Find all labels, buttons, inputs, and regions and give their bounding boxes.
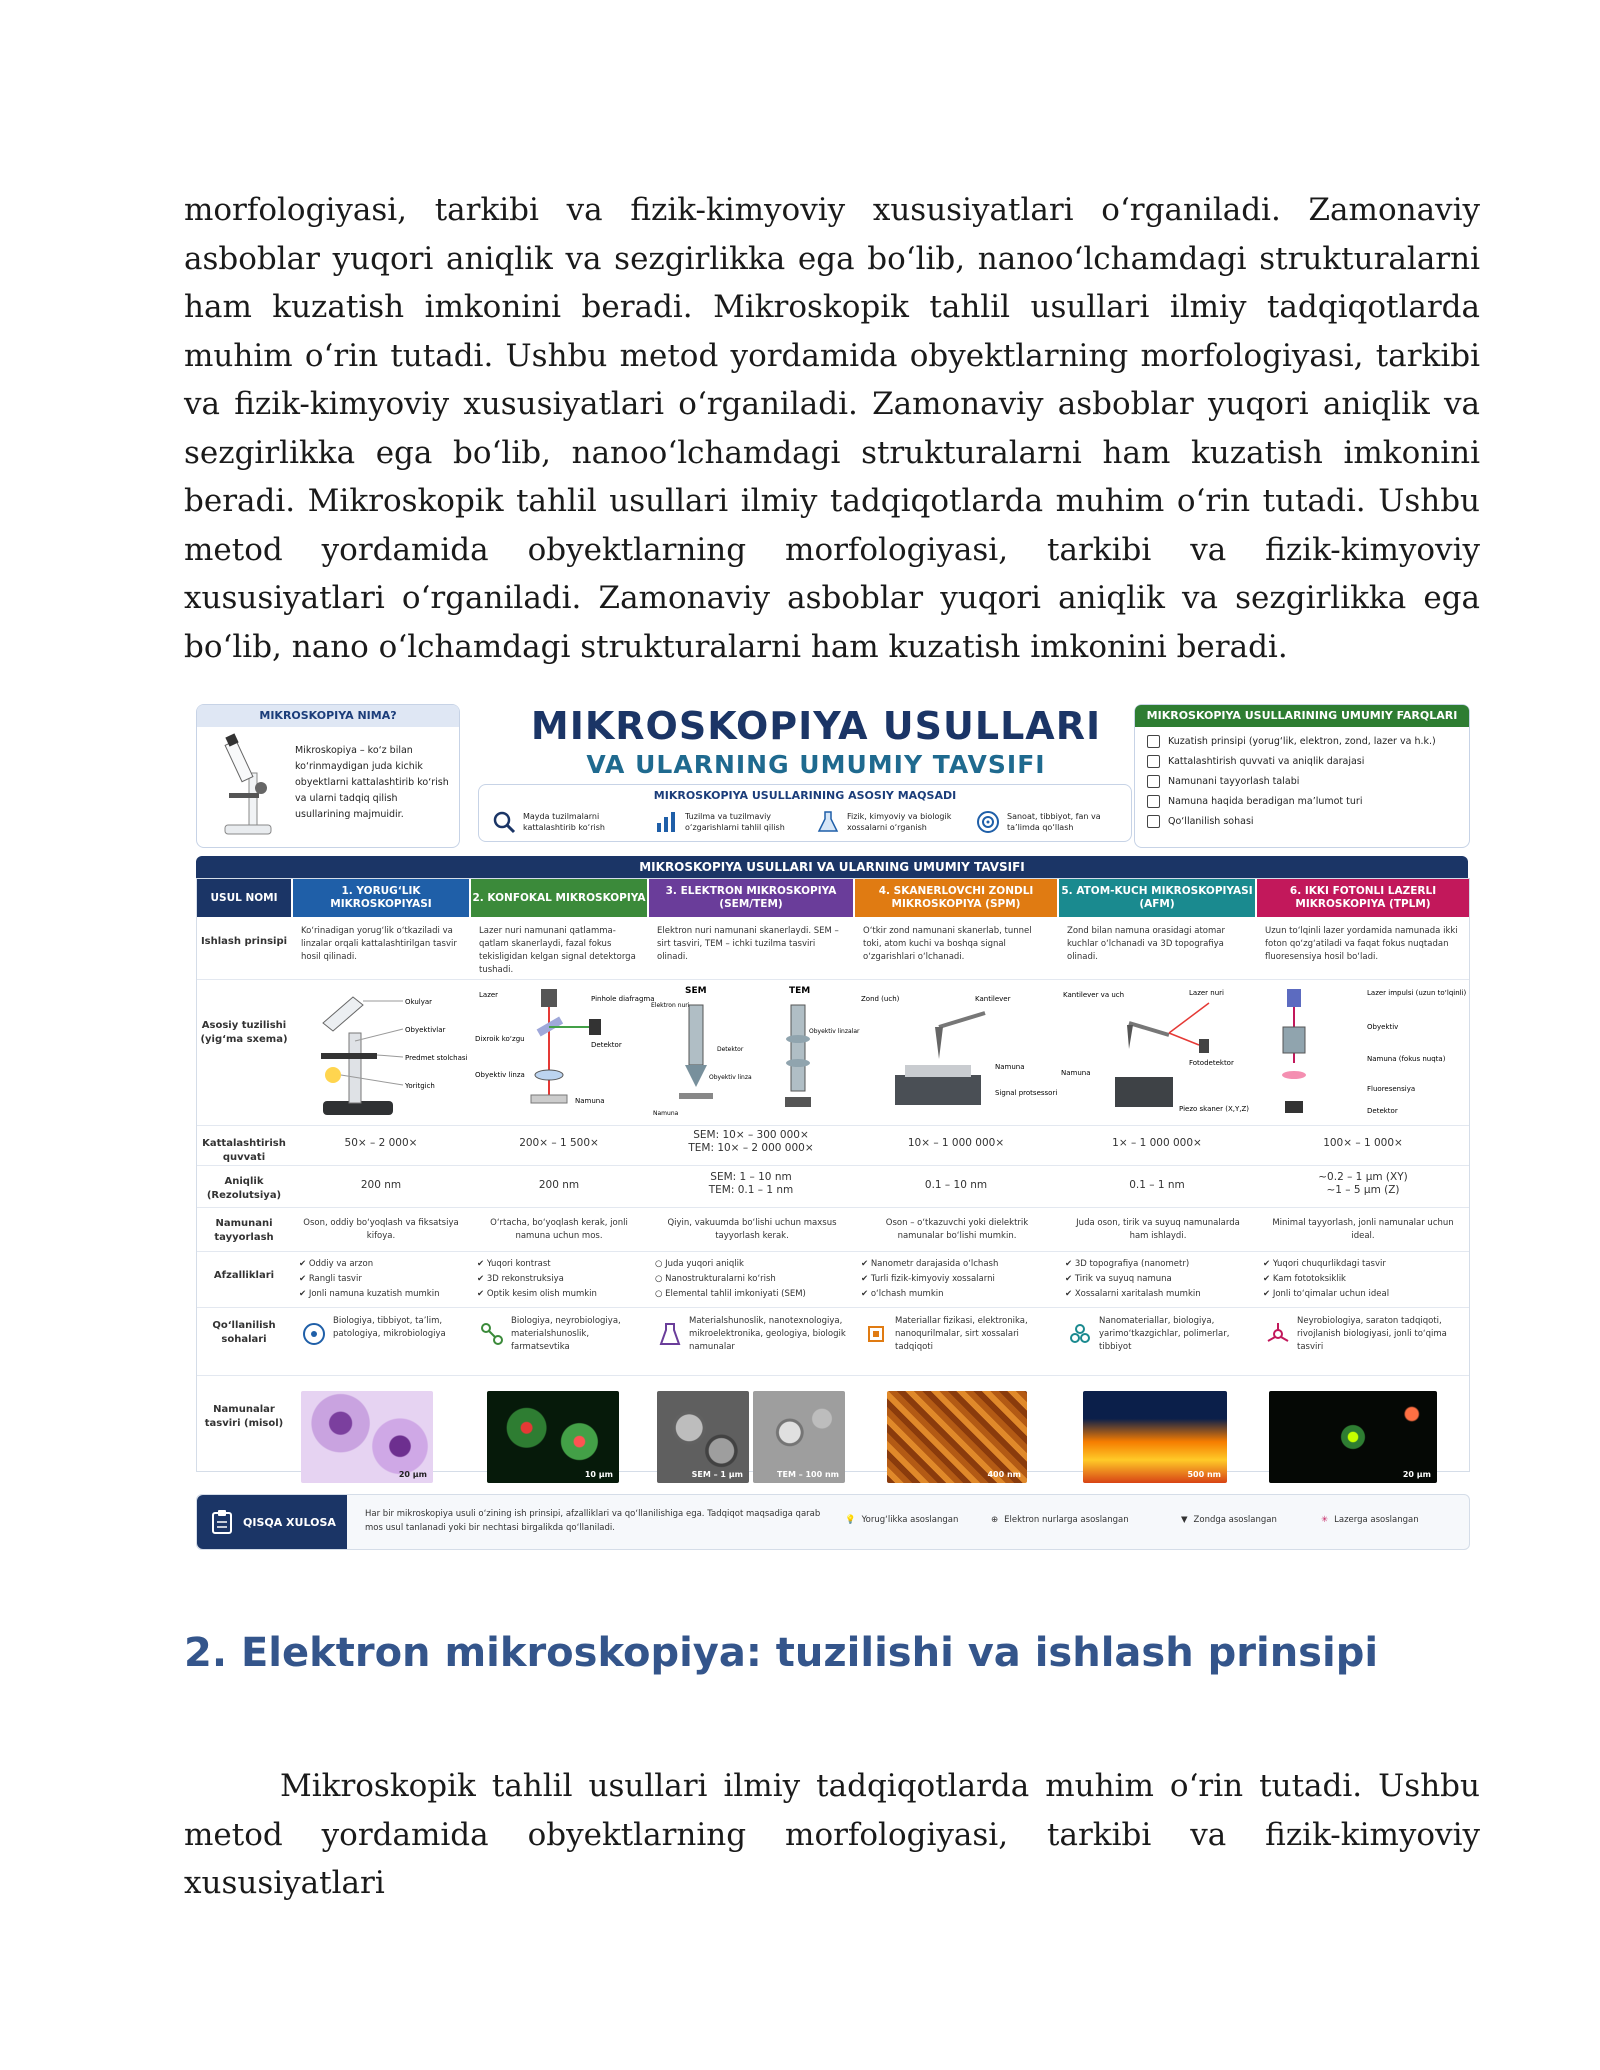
diff-item: Namuna haqida beradigan ma’lumot turi: [1147, 795, 1362, 808]
legend-item: ⊕ Elektron nurlarga asoslangan: [991, 1515, 1129, 1525]
advantages-list: ✔ 3D topografiya (nanometr) ✔ Tirik va suyuq namuna ✔ Xossalarni xaritalash mumkin: [1065, 1259, 1201, 1299]
row-label: Namunani tayyorlash: [214, 1218, 274, 1243]
svg-text:TEM: TEM: [789, 986, 811, 996]
advantages-list: ✔ Oddiy va arzon ✔ Rangli tasvir ✔ Jonli namuna kuzatish mumkin: [299, 1259, 440, 1299]
summary-text: Har bir mikroskopiya usuli o‘zining ish prinsipi, afzalliklari va qo‘llanilishiga ega. Tadqiqot maqsadiga qarab mos usul tanlanadi yoki bir nechtasi birgalikda qo‘llaniladi.: [365, 1509, 821, 1533]
what-text: Mikroskopiya – ko‘z bilan ko‘rinmaydigan juda kichik obyektlarni kattalashtirib ko‘rish va ularni tadqiq qilish usullarining majmuidir.: [295, 745, 449, 820]
molecule-icon: [479, 1321, 505, 1347]
resolution: 200 nm: [538, 1179, 580, 1191]
scale-label: 10 µm: [584, 1470, 613, 1479]
svg-text:Namuna: Namuna: [995, 1063, 1025, 1071]
differences-box: [1134, 704, 1470, 848]
scale-label: 400 nm: [987, 1470, 1021, 1479]
sample-image-afm: [1083, 1391, 1227, 1483]
principle-text: Elektron nuri namunani skanerlaydi. SEM – sirt tasviri, TEM – ichki tuzilma tasviri olinadi.: [657, 926, 839, 962]
sample-prep: Juda oson, tirik va suyuq namunalarda ham ishlaydi.: [1076, 1218, 1240, 1241]
method-header: 3. ELEKTRON MIKROSKOPIYA (SEM/TEM): [649, 879, 853, 917]
usage-text: Materiallar fizikasi, elektronika, nanoqurilmalar, sirt xossalari tadqiqoti: [895, 1316, 1028, 1352]
svg-text:Signal protsessori: Signal protsessori: [995, 1089, 1058, 1097]
electron-icon: ⊕: [991, 1515, 999, 1525]
bulb-icon: [1147, 735, 1160, 748]
bar-chart-icon: [653, 809, 679, 835]
methods-table: [196, 878, 1470, 1479]
row-label: Aniqlik (Rezolutsiya): [206, 1176, 282, 1201]
sample-prep: Oson, oddiy bo‘yoqlash va fiksatsiya kifoya.: [303, 1218, 459, 1241]
resolution: 200 nm: [360, 1179, 402, 1191]
svg-text:Namuna (fokus nuqta): Namuna (fokus nuqta): [1367, 1055, 1446, 1063]
spm-diagram: [855, 983, 1057, 1123]
svg-text:Yoritgich: Yoritgich: [405, 1082, 435, 1090]
diff-item: Qo‘llanilish sohasi: [1147, 815, 1254, 828]
method-header: 6. IKKI FOTONLI LAZERLI MIKROSKOPIYA (TPLM): [1257, 879, 1469, 917]
info-icon: [1147, 795, 1160, 808]
magnification: 50× – 2 000×: [344, 1137, 418, 1149]
svg-text:Fotodetektor: Fotodetektor: [1189, 1059, 1234, 1067]
method-header: 4. SKANERLOVCHI ZONDLI MIKROSKOPIYA (SPM): [855, 879, 1057, 917]
chip-icon: [863, 1321, 889, 1347]
infographic-subtitle: VA ULARNING UMUMIY TAVSIFI: [586, 750, 1046, 779]
legend-item: 💡 Yorug‘likka asoslangan: [845, 1515, 959, 1525]
sample-prep: Qiyin, vakuumda bo‘lishi uchun maxsus tayyorlash kerak.: [667, 1218, 837, 1241]
svg-text:Predmet stolchasi: Predmet stolchasi: [405, 1054, 468, 1062]
microscope-icon: [211, 733, 283, 837]
bulb-icon: 💡: [845, 1515, 856, 1525]
sample-image-sem: [657, 1391, 749, 1483]
magnification: 100× – 1 000×: [1323, 1137, 1403, 1149]
network-icon: [301, 1321, 327, 1347]
svg-text:Namuna: Namuna: [1061, 1069, 1091, 1077]
svg-text:Namuna: Namuna: [653, 1110, 679, 1117]
advantages-list: ✔ Nanometr darajasida o‘lchash ✔ Turli fizik-kimyoviy xossalarni ✔ o‘lchash mumkin: [861, 1259, 999, 1299]
row-header: USUL NOMI: [197, 879, 291, 917]
goal-text: Tuzilma va tuzilmaviy o‘zgarishlarni tahlil qilish: [685, 812, 785, 832]
usage-text: Biologiya, neyrobiologiya, materialshunoslik, farmatsevtika: [511, 1316, 621, 1352]
usage-text: Materialshunoslik, nanotexnologiya, mikroelektronika, geologiya, biologik namunalar: [689, 1316, 846, 1352]
laser-icon: ✳: [1321, 1515, 1329, 1525]
target-icon: [975, 809, 1001, 835]
row-label: Ishlash prinsipi: [200, 936, 288, 947]
sample-prep: O‘rtacha, bo‘yoqlash kerak, jonli namuna uchun mos.: [490, 1218, 628, 1241]
clipboard-icon: [211, 1509, 233, 1535]
summary-label-box: [197, 1495, 347, 1549]
row-label: Namunalar tasviri (misol): [204, 1404, 284, 1429]
sample-image-confocal: [487, 1391, 619, 1483]
differences-title: MIKROSKOPIYA USULLARINING UMUMIY FARQLARI: [1135, 705, 1469, 727]
principle-text: O‘tkir zond namunani skanerlab, tunnel toki, atom kuchi va boshqa signal o‘zgarishlari o‘lchanadi.: [863, 926, 1032, 962]
svg-text:Obyektiv linzalar: Obyektiv linzalar: [809, 1028, 860, 1035]
principle-text: Uzun to‘lqinli lazer yordamida namunada ikki foton qo‘zg‘atiladi va faqat fokus nuqtadan fluoresensiya hosil bo‘ladi.: [1265, 926, 1458, 962]
svg-text:Piezo skaner (X,Y,Z): Piezo skaner (X,Y,Z): [1179, 1105, 1249, 1113]
sample-prep: Oson – o‘tkazuvchi yoki dielektrik namunalar bo‘lishi mumkin.: [885, 1218, 1029, 1241]
microscopy-infographic: [196, 704, 1468, 1554]
svg-text:Detektor: Detektor: [591, 1041, 622, 1049]
svg-text:Detektor: Detektor: [717, 1046, 744, 1053]
tplm-diagram: [1257, 983, 1469, 1123]
sample-image-tplm: [1269, 1391, 1437, 1483]
method-header: 5. ATOM-KUCH MIKROSKOPIYASI (AFM): [1059, 879, 1255, 917]
svg-text:Dixroik ko‘zgu: Dixroik ko‘zgu: [475, 1035, 525, 1043]
method-header: 1. YORUG‘LIK MIKROSKOPIYASI: [293, 879, 469, 917]
diff-item: Kuzatish prinsipi (yorug‘lik, elektron, zond, lazer va h.k.): [1147, 735, 1436, 748]
summary-label: QISQA XULOSA: [243, 1515, 336, 1529]
diff-item: Kattalashtirish quvvati va aniqlik darajasi: [1147, 755, 1364, 768]
principle-text: Ko‘rinadigan yorug‘lik o‘tkaziladi va linzalar orqali kattalashtirilgan tasvir hosil qilinadi.: [301, 926, 457, 962]
advantages-list: ✔ Yuqori kontrast ✔ 3D rekonstruksiya ✔ Optik kesim olish mumkin: [477, 1259, 597, 1299]
goal-item: [815, 807, 965, 837]
svg-text:Kantilever va uch: Kantilever va uch: [1063, 991, 1125, 999]
table-title: MIKROSKOPIYA USULLARI VA ULARNING UMUMIY TAVSIFI: [196, 856, 1468, 878]
usage-text: Nanomateriallar, biologiya, yarimo‘tkazgichlar, polimerlar, tibbiyot: [1099, 1316, 1230, 1352]
resolution: 0.1 – 1 nm: [1129, 1179, 1185, 1191]
svg-text:Obyektiv linza: Obyektiv linza: [475, 1071, 525, 1079]
svg-text:Okulyar: Okulyar: [405, 998, 433, 1006]
svg-text:Namuna: Namuna: [575, 1097, 605, 1105]
method-header: 2. KONFOKAL MIKROSKOPIYA: [471, 879, 647, 917]
afm-diagram: [1059, 983, 1255, 1123]
confocal-diagram: [471, 983, 655, 1123]
scale-label: SEM – 1 µm: [691, 1470, 743, 1479]
row-label: Afzalliklari: [213, 1270, 275, 1281]
resolution: ~0.2 – 1 µm (XY) ~1 – 5 µm (Z): [1318, 1171, 1408, 1196]
lab-icon: [657, 1321, 683, 1347]
diff-item: Namunani tayyorlash talabi: [1147, 775, 1299, 788]
goal-text: Sanoat, tibbiyot, fan va ta’limda qo‘llash: [1007, 812, 1101, 832]
paragraph-bottom: Mikroskopik tahlil usullari ilmiy tadqiqotlarda muhim o‘rin tutadi. Ushbu metod yordamida obyektlarning morfologiyasi, tarkibi va fizik-kimyoviy xususiyatlari: [184, 1768, 1480, 1901]
magnification: 200× – 1 500×: [519, 1137, 599, 1149]
usage-text: Biologiya, tibbiyot, ta’lim, patologiya, mikrobiologiya: [333, 1316, 446, 1339]
principle-text: Zond bilan namuna orasidagi atomar kuchlar o‘lchanadi va 3D topografiya olinadi.: [1067, 926, 1225, 962]
resolution: SEM: 1 – 10 nm TEM: 0.1 – 1 nm: [708, 1171, 794, 1196]
row-label: Qo‘llanilish sohalari: [212, 1320, 276, 1345]
sample-image-light: [301, 1391, 433, 1483]
goal-text: Mayda tuzilmalarni kattalashtirib ko‘rish: [523, 812, 605, 832]
zoom-icon: [1147, 755, 1160, 768]
resolution: 0.1 – 10 nm: [924, 1179, 988, 1191]
scale-label: TEM – 100 nm: [777, 1470, 839, 1479]
row-label: Kattalashtirish quvvati: [202, 1138, 286, 1163]
sample-image-tem: [753, 1391, 845, 1483]
usage-text: Neyrobiologiya, saraton tadqiqoti, rivojlanish biologiyasi, jonli to‘qima tasviri: [1297, 1316, 1447, 1352]
sample-image-spm: [887, 1391, 1027, 1483]
svg-text:Lazer impulsi (uzun to‘lqinli): Lazer impulsi (uzun to‘lqinli): [1367, 989, 1467, 997]
paragraph-top: morfologiyasi, tarkibi va fizik-kimyoviy xususiyatlari o‘rganiladi. Zamonaviy asboblar yuqori aniqlik va sezgirlikka ega bo‘lib, nanoo‘lchamdagi strukturalarni ham kuzatish imkonini beradi. Mikroskopik tahlil usullari ilmiy tadqiqotlarda muhim o‘rin tutadi. Ushbu metod yordamida obyektlarning morfologiyasi, tarkibi va fizik-kimyoviy xususiyatlari o‘rganiladi. Zamonaviy asboblar yuqori aniqlik va sezgirlikka ega bo‘lib, nanoo‘lchamdagi strukturalarni ham kuzatish imkonini beradi. Mikroskopik tahlil usullari ilmiy tadqiqotlarda muhim o‘rin tutadi. Ushbu metod yordamida obyektlarning morfologiyasi, tarkibi va fizik-kimyoviy xususiyatlari o‘rganiladi. Zamonaviy asboblar yuqori aniqlik va sezgirlikka ega bo‘lib, nano o‘lchamdagi strukturalarni ham kuzatish imkonini beradi.: [184, 192, 1480, 665]
atoms-icon: [1067, 1321, 1093, 1347]
goal-text: Fizik, kimyoviy va biologik xossalarni o‘rganish: [847, 812, 952, 832]
goal-item: [975, 807, 1125, 837]
what-title: MIKROSKOPIYA NIMA?: [197, 705, 459, 727]
flask-icon: [815, 809, 841, 835]
gear-icon: [1147, 815, 1160, 828]
svg-text:Zond (uch): Zond (uch): [861, 995, 900, 1003]
svg-text:Detektor: Detektor: [1367, 1107, 1398, 1115]
goal-item: [491, 807, 641, 837]
svg-text:SEM: SEM: [685, 986, 707, 996]
probe-icon: ▼: [1181, 1515, 1188, 1525]
row-label: Asosiy tuzilishi (yig‘ma sxema): [200, 1020, 288, 1045]
summary-box: [196, 1494, 1470, 1550]
magnification: 1× – 1 000 000×: [1112, 1137, 1202, 1149]
scale-label: 20 µm: [1402, 1470, 1431, 1479]
svg-text:Obyektiv: Obyektiv: [1367, 1023, 1399, 1031]
magnification: 10× – 1 000 000×: [907, 1137, 1005, 1149]
pencil-icon: [1147, 775, 1160, 788]
magnification: SEM: 10× – 300 000× TEM: 10× – 2 000 000×: [688, 1129, 814, 1154]
neuron-icon: [1265, 1321, 1291, 1347]
goals-box: [478, 784, 1132, 842]
advantages-list: ✔ Yuqori chuqurlikdagi tasvir ✔ Kam fototoksiklik ✔ Jonli to‘qimalar uchun ideal: [1263, 1259, 1390, 1299]
svg-text:Pinhole diafragma: Pinhole diafragma: [591, 995, 655, 1003]
legend-item: ▼ Zondga asoslangan: [1181, 1515, 1277, 1525]
advantages-list: ○ Juda yuqori aniqlik ○ Nanostrukturalarni ko‘rish ○ Elemental tahlil imkoniyati (SEM): [655, 1259, 806, 1299]
svg-text:Fluoresensiya: Fluoresensiya: [1367, 1085, 1416, 1093]
svg-text:Elektron nuri: Elektron nuri: [651, 1002, 690, 1009]
legend-item: ✳ Lazerga asoslangan: [1321, 1515, 1419, 1525]
goals-title: MIKROSKOPIYA USULLARINING ASOSIY MAQSADI: [653, 789, 957, 802]
infographic-title: MIKROSKOPIYA USULLARI: [530, 704, 1102, 748]
scale-label: 20 µm: [398, 1470, 427, 1479]
principle-text: Lazer nuri namunani qatlamma-qatlam skanerlaydi, fazal fokus tekisligidan kelgan signal detektorga tushadi.: [479, 926, 636, 975]
section-heading: 2. Elektron mikroskopiya: tuzilishi va ishlash prinsipi: [184, 1630, 1379, 1676]
scale-label: 500 nm: [1187, 1470, 1221, 1479]
svg-text:Obyektivlar: Obyektivlar: [405, 1026, 446, 1034]
sample-prep: Minimal tayyorlash, jonli namunalar uchun ideal.: [1272, 1218, 1454, 1241]
goal-item: [653, 807, 803, 837]
electron-microscope-diagram: [649, 983, 860, 1123]
magnifier-icon: [491, 809, 517, 835]
svg-text:Obyektiv linza: Obyektiv linza: [709, 1074, 752, 1081]
svg-text:Kantilever: Kantilever: [975, 995, 1011, 1003]
what-is-microscopy-box: [196, 704, 460, 848]
svg-text:Lazer nuri: Lazer nuri: [1189, 989, 1224, 997]
svg-text:Lazer: Lazer: [479, 991, 499, 999]
light-microscope-diagram: [293, 983, 469, 1123]
